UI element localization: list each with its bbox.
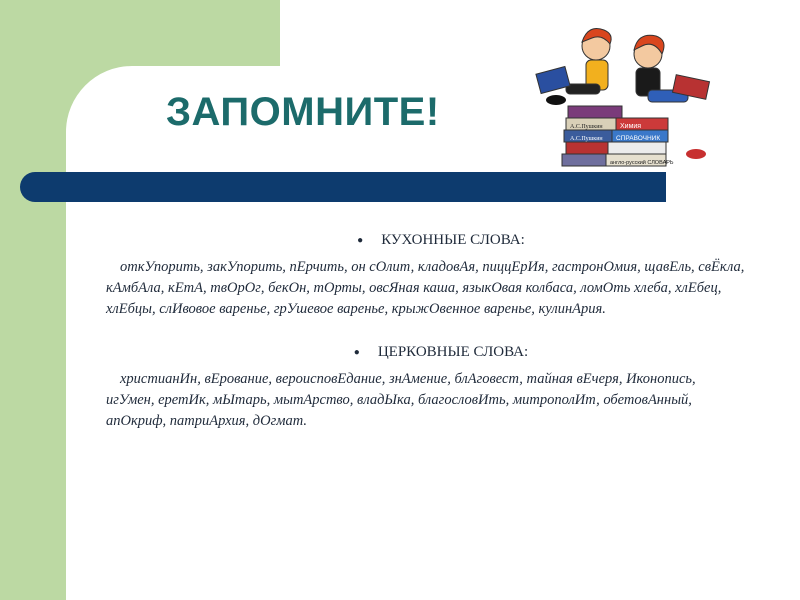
bullet-icon: ● <box>357 235 364 247</box>
background-green-left-strip <box>0 0 66 600</box>
kitchen-words-paragraph: откУпорить, закУпорить, пЕрчить, он сОлит, кладовАя, пиццЕрИя, гастронОмия, щавЕль, свЁкла, кАмбАла, кЕтА, твОрОг, бекОн, тОрты, овсЯная каша, языкОвая колбаса, ломОть хлеба, хлЕбец, хлЕбцы, слИвовое варенье, грУшевое варенье, крыжОвенное варенье, кулинАрия. <box>106 259 745 317</box>
church-words-paragraph: христианИн, вЕрование, вероисповЕдание, знАмение, блАговест, тайная вЕчеря, Иконопись, игУмен, еретИк, мЫтарь, мытАрство, владЫка, благословИть, митрополИт, обетовАнный, апОкриф, патриАрхия, дОгмат. <box>106 371 696 429</box>
book-label-5: англо-русский СЛОВАРЬ <box>610 160 674 166</box>
bullet-icon: ● <box>353 347 360 359</box>
title-divider-bar <box>20 172 666 202</box>
book-label-1: А.С.Пушкин <box>570 124 603 130</box>
section-heading-church <box>106 344 746 361</box>
book-stack <box>562 106 674 166</box>
word-lists <box>106 232 746 432</box>
slide-title: ЗАПОМНИТЕ! <box>166 90 440 134</box>
book-label-4: СПРАВОЧНИК <box>616 135 661 142</box>
section-heading-text: ЦЕРКОВНЫЕ СЛОВА: <box>377 344 529 360</box>
section-heading-kitchen <box>106 232 746 249</box>
book-label-2: А.С.Пушкин <box>570 136 603 142</box>
child-1-figure <box>536 29 611 106</box>
book-label-3: Химия <box>620 123 642 130</box>
children-reading-illustration <box>528 14 718 174</box>
section-heading-text: КУХОННЫЕ СЛОВА: <box>381 232 525 248</box>
